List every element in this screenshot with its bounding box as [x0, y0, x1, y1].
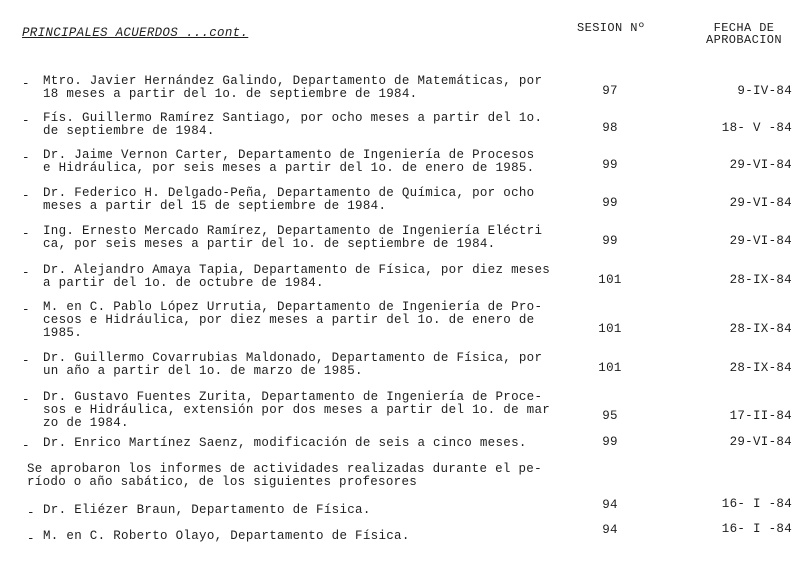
- session-number: 99: [602, 196, 618, 210]
- session-number: 101: [598, 322, 622, 336]
- report-entry: Dr. Eliézer Braun, Departamento de Física.: [43, 503, 371, 517]
- session-number: 94: [602, 498, 618, 512]
- bullet-dash: -: [22, 227, 30, 241]
- agreement-entry: Dr. Guillermo Covarrubias Maldonado, Departamento de Física, por un año a partir del 1o. de marzo de 1985.: [43, 351, 543, 378]
- bullet-dash: -: [22, 354, 30, 368]
- bullet-dash: -: [22, 151, 30, 165]
- session-number: 99: [602, 435, 618, 449]
- bullet-dash: -: [22, 77, 30, 91]
- approval-date: 9-IV-84: [737, 84, 792, 98]
- session-column-header: SESION Nº: [577, 21, 646, 35]
- approval-date: 16- I -84: [721, 522, 792, 536]
- bullet-dash: -: [22, 439, 30, 453]
- approval-date: 29-VI-84: [729, 158, 792, 172]
- agreement-entry: Dr. Alejandro Amaya Tapia, Departamento de Física, por diez meses a partir del 1o. de octubre de 1984.: [43, 263, 551, 290]
- approval-date: 18- V -84: [721, 121, 792, 135]
- session-number: 95: [602, 409, 618, 423]
- page-heading: PRINCIPALES ACUERDOS ...cont.: [22, 26, 249, 40]
- session-number: 97: [602, 84, 618, 98]
- bullet-dash: -: [22, 114, 30, 128]
- session-number: 99: [602, 158, 618, 172]
- session-number: 94: [602, 523, 618, 537]
- session-number: 101: [598, 273, 622, 287]
- agreement-entry: Ing. Ernesto Mercado Ramírez, Departamento de Ingeniería Eléctri ca, por seis meses a partir del 1o. de septiembre de 1984.: [43, 224, 543, 251]
- approval-date: 17-II-84: [729, 409, 792, 423]
- bullet-dash: -: [22, 189, 30, 203]
- session-number: 99: [602, 234, 618, 248]
- approval-date: 29-VI-84: [729, 196, 792, 210]
- bullet-dash: -: [27, 532, 35, 546]
- agreement-entry: Fís. Guillermo Ramírez Santiago, por ocho meses a partir del 1o. de septiembre de 1984.: [43, 111, 543, 138]
- session-number: 101: [598, 361, 622, 375]
- approval-date: 28-IX-84: [729, 361, 792, 375]
- session-number: 98: [602, 121, 618, 135]
- bullet-dash: -: [27, 506, 35, 520]
- approval-date: 29-VI-84: [729, 435, 792, 449]
- agreement-entry: Mtro. Javier Hernández Galindo, Departamento de Matemáticas, por 18 meses a partir del 1o. de septiembre de 1984.: [43, 74, 543, 101]
- agreement-entry: Dr. Enrico Martínez Saenz, modificación de seis a cinco meses.: [43, 436, 527, 450]
- agreement-entry: M. en C. Pablo López Urrutia, Departamento de Ingeniería de Pro- cesos e Hidráulica, por diez meses a partir del 1o. de enero de 1985.: [43, 300, 543, 340]
- reports-intro-paragraph: Se aprobaron los informes de actividades realizadas durante el pe- ríodo o año sabático, de los siguientes profesores: [27, 462, 542, 489]
- bullet-dash: -: [22, 266, 30, 280]
- agreement-entry: Dr. Federico H. Delgado-Peña, Departamento de Química, por ocho meses a partir del 15 de septiembre de 1984.: [43, 186, 535, 213]
- approval-date: 16- I -84: [721, 497, 792, 511]
- approval-date: 29-VI-84: [729, 234, 792, 248]
- agreement-entry: Dr. Gustavo Fuentes Zurita, Departamento de Ingeniería de Proce- sos e Hidráulica, extensión por dos meses a partir del 1o. de mar zo de 1984.: [43, 390, 551, 430]
- bullet-dash: -: [22, 303, 30, 317]
- date-column-header: FECHA DE APROBACION: [706, 21, 783, 47]
- approval-date: 28-IX-84: [729, 322, 792, 336]
- report-entry: M. en C. Roberto Olayo, Departamento de Física.: [43, 529, 410, 543]
- agreement-entry: Dr. Jaime Vernon Carter, Departamento de Ingeniería de Procesos e Hidráulica, por seis meses a partir del 1o. de enero de 1985.: [43, 148, 535, 175]
- approval-date: 28-IX-84: [729, 273, 792, 287]
- bullet-dash: -: [22, 393, 30, 407]
